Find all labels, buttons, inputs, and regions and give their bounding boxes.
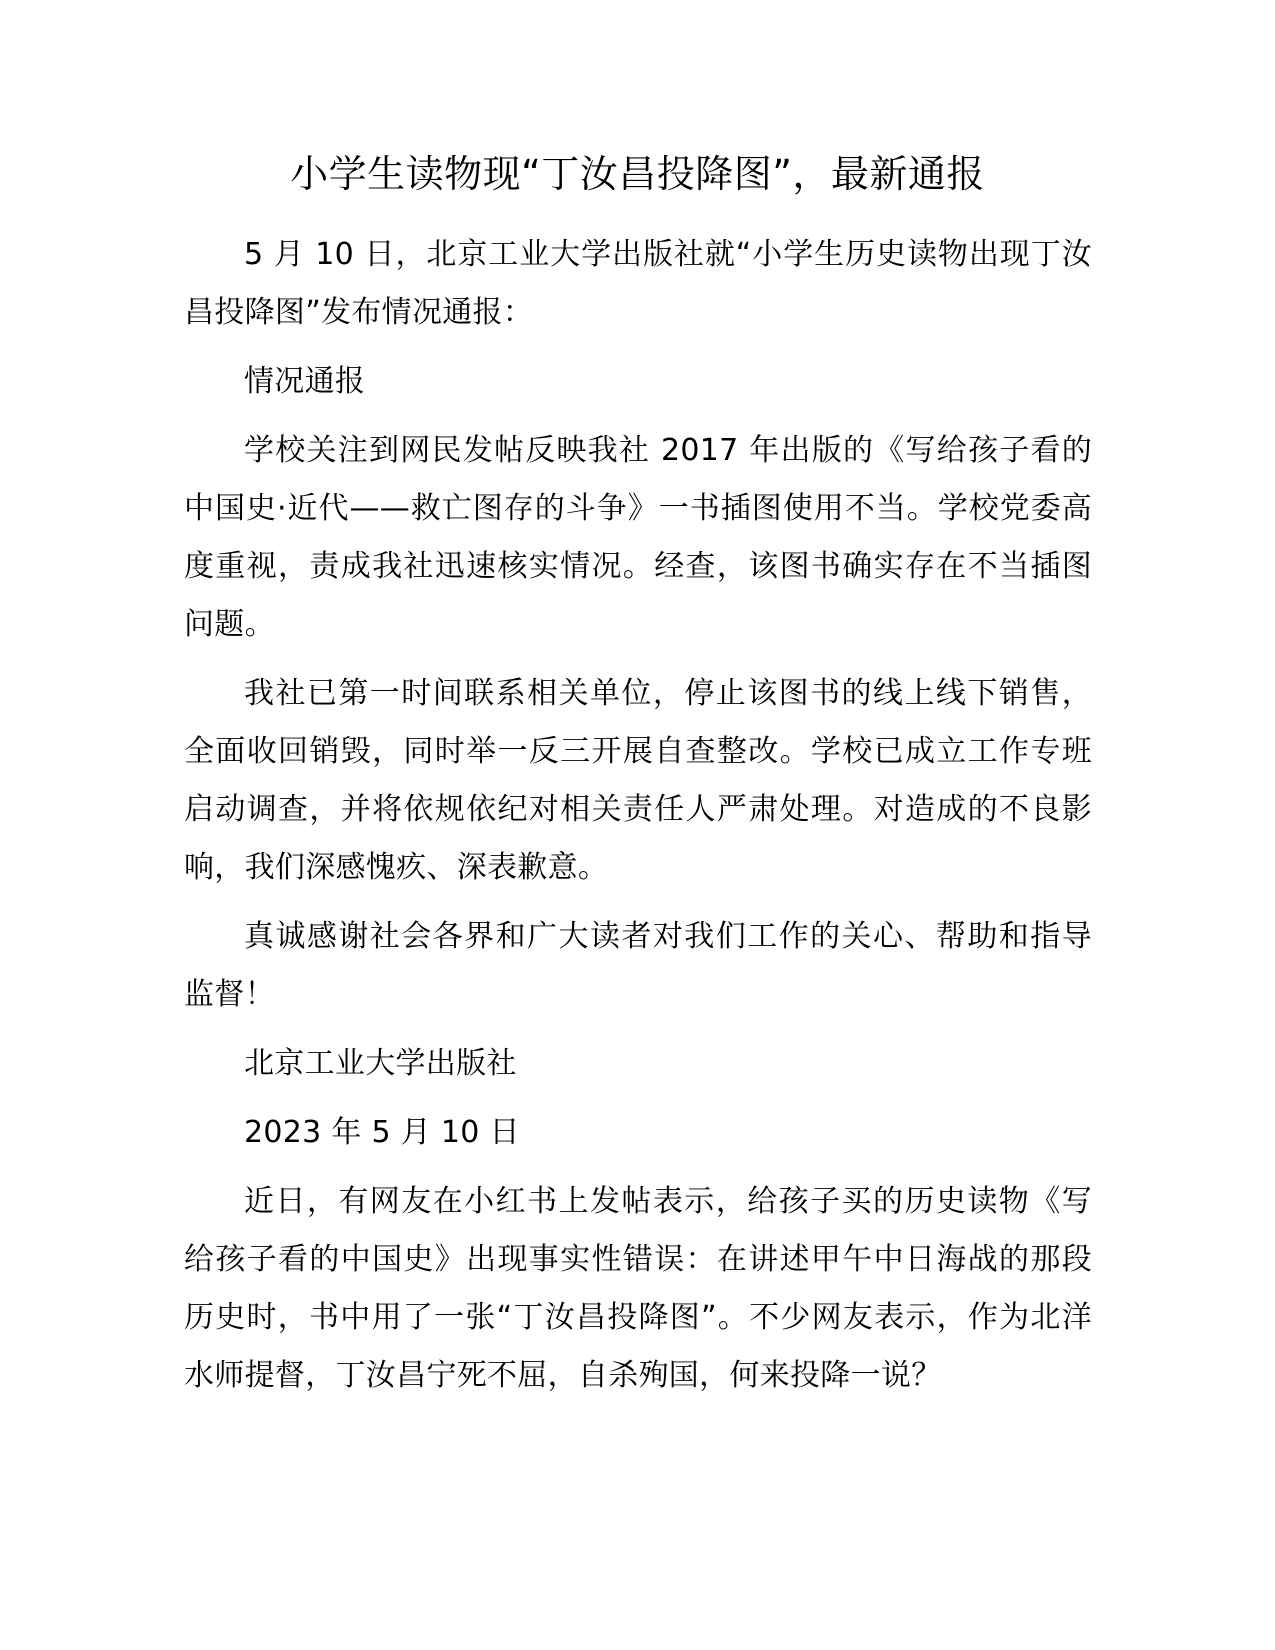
paragraph-date: 2023 年 5 月 10 日 [244,1115,520,1150]
paragraph-intro: 5 月 10 日，北京工业大学出版社就“小学生历史读物出现丁汝昌投降图”发布情况通报： [184,237,1092,330]
paragraph-signature: 北京工业大学出版社 [244,1046,517,1081]
paragraph-background: 近日，有网友在小红书上发帖表示，给孩子买的历史读物《写给孩子看的中国史》出现事实性错误：在讲述甲午中日海战的那段历史时，书中用了一张“丁汝昌投降图”。不少网友表示，作为北洋水师提督，丁汝昌宁死不屈，自杀殉国，何来投降一说？ [184,1184,1092,1393]
paragraph-thanks: 真诚感谢社会各界和广大读者对我们工作的关心、帮助和指导监督！ [184,919,1092,1012]
document-title: 小学生读物现“丁汝昌投降图”，最新通报 [290,152,985,196]
paragraph-notice-body-2: 我社已第一时间联系相关单位，停止该图书的线上线下销售，全面收回销毁，同时举一反三开展自查整改。学校已成立工作专班启动调查，并将依规依纪对相关责任人严肃处理。对造成的不良影响，我们深感愧疚、深表歉意。 [184,676,1092,885]
document-body [184,226,1092,1416]
paragraph-notice-heading: 情况通报 [244,364,366,399]
paragraph-notice-body-1: 学校关注到网民发帖反映我社 2017 年出版的《写给孩子看的中国史·近代——救亡图存的斗争》一书插图使用不当。学校党委高度重视，责成我社迅速核实情况。经查，该图书确实存在不当插图问题。 [184,433,1092,642]
